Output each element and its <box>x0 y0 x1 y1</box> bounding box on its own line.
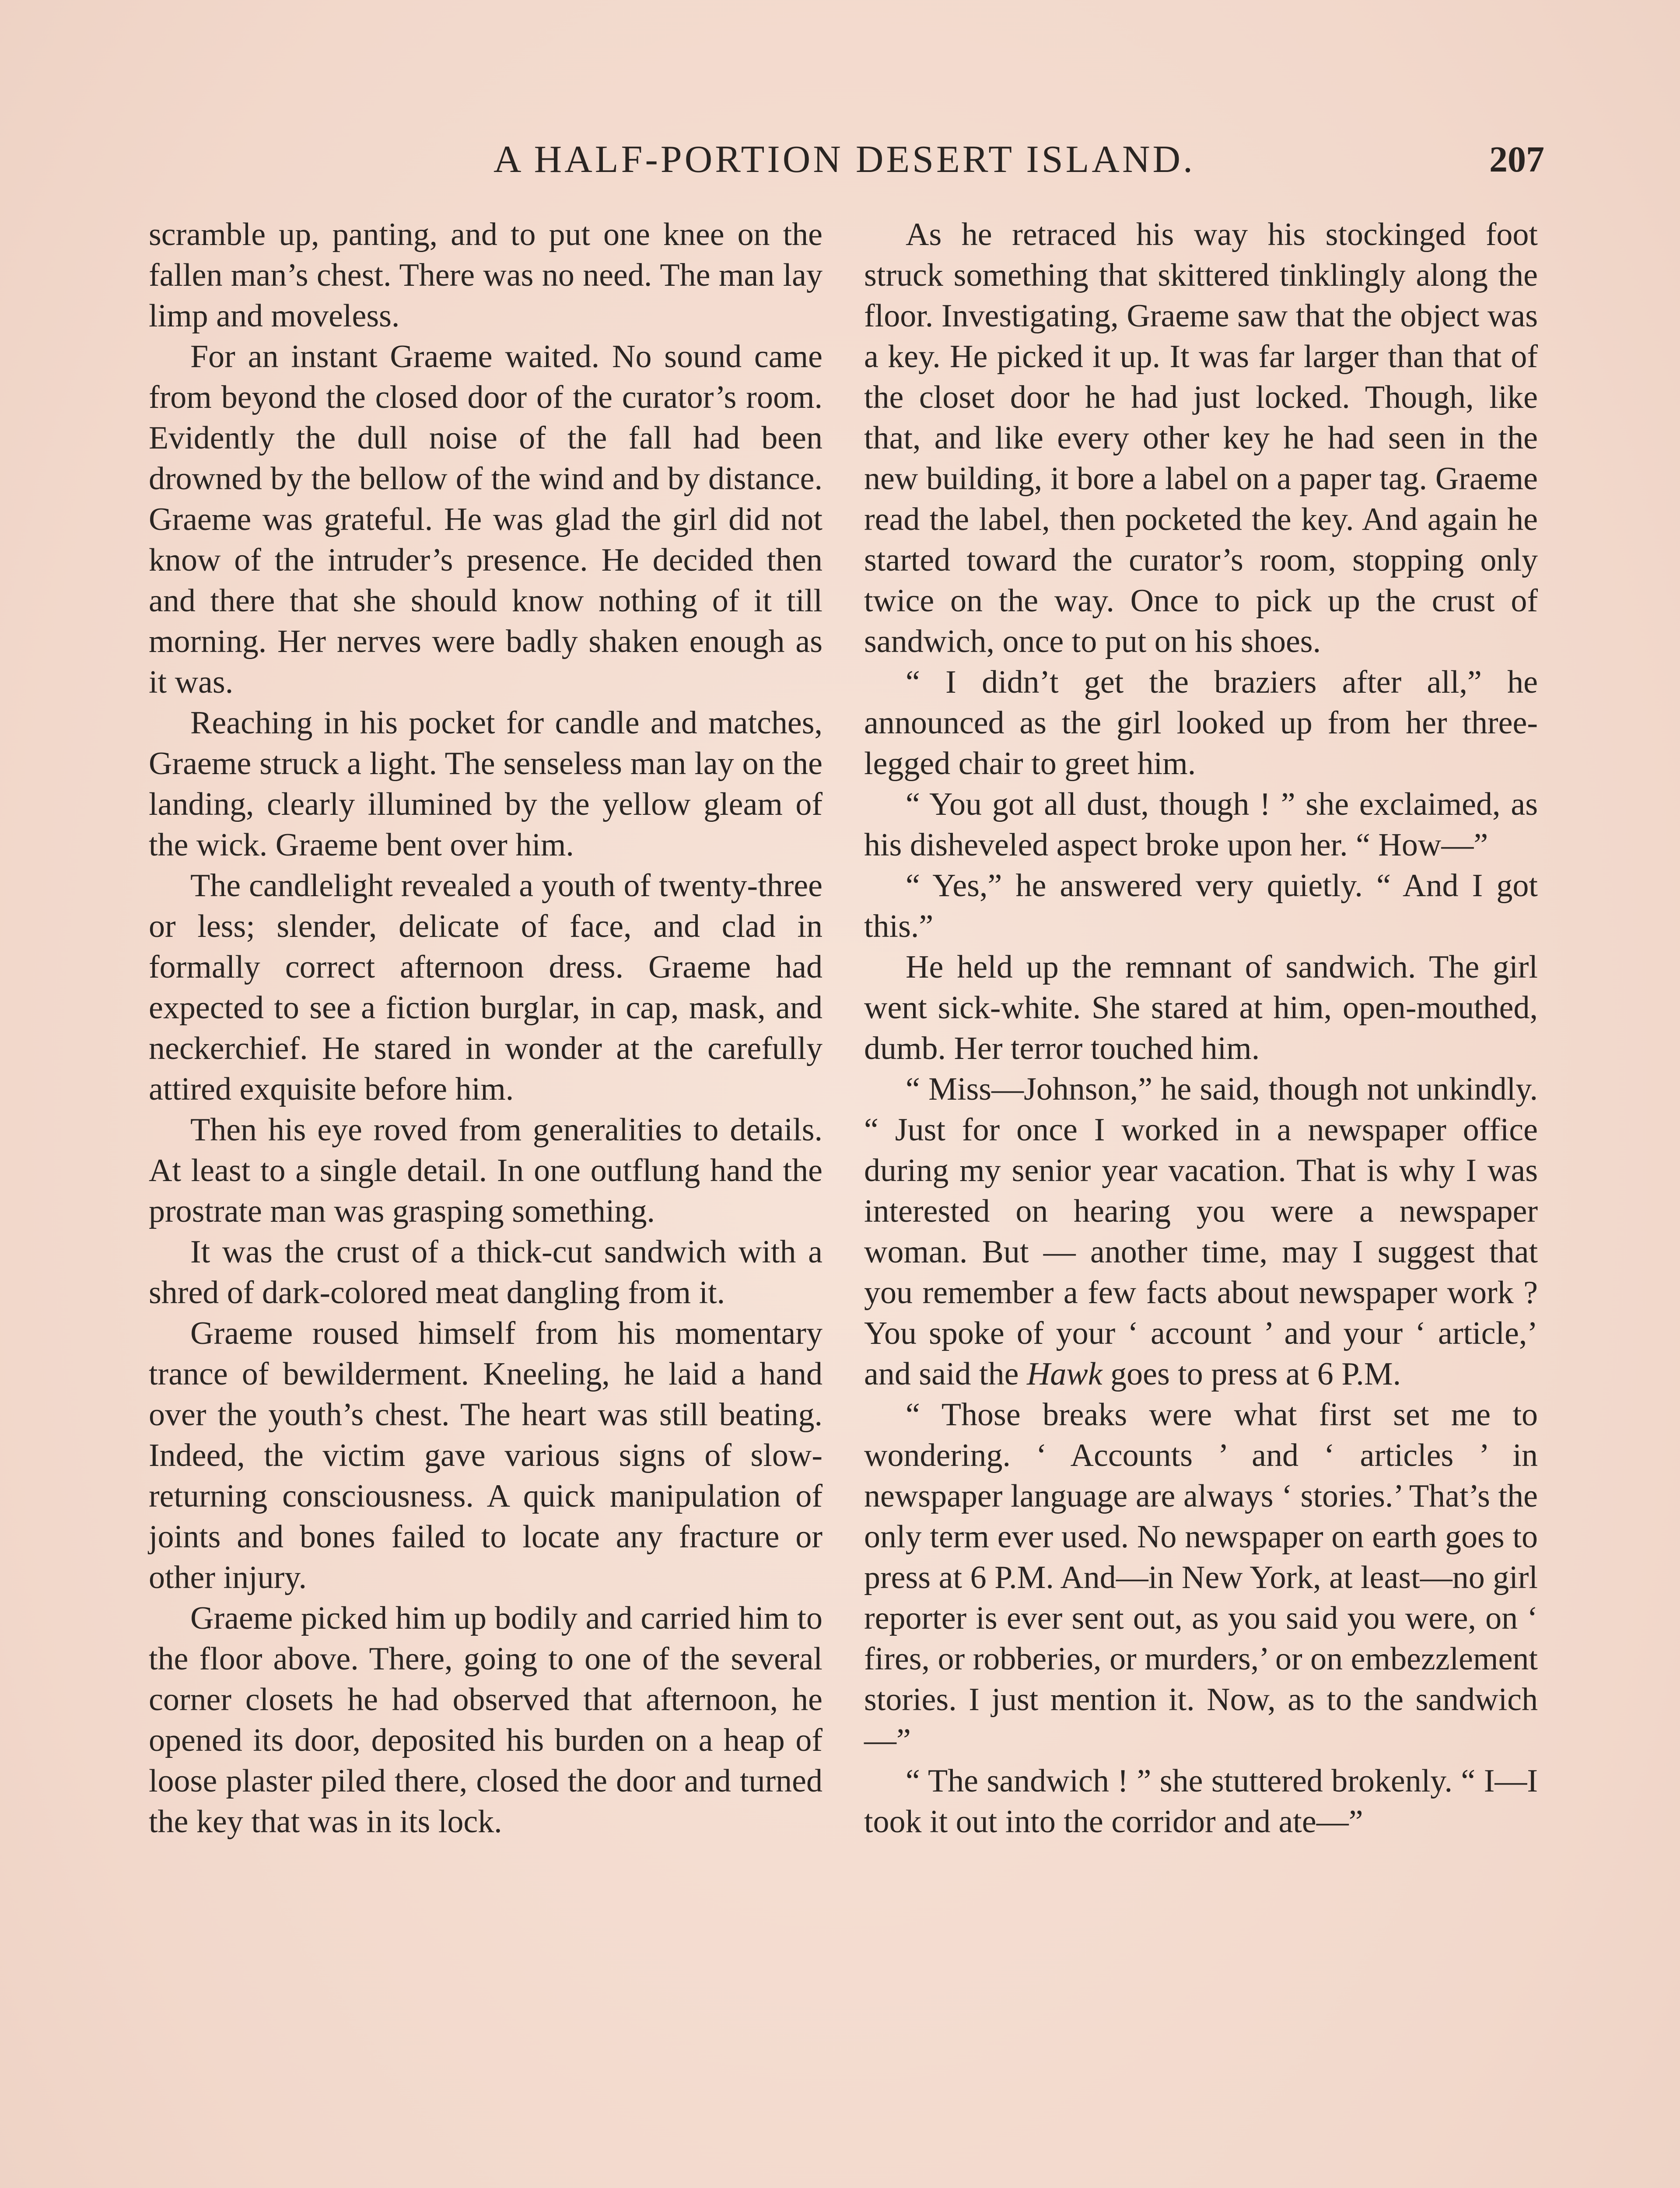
left-column <box>149 214 822 1842</box>
paragraph <box>864 1069 1538 1395</box>
paragraph <box>864 1395 1538 1761</box>
paragraph: Reaching in his pocket for candle and matches, Graeme struck a light. The senseless man lay on the landing, clearly illumined by the yellow gleam of the wick. Graeme bent over him. <box>149 705 822 863</box>
paragraph: He held up the remnant of sandwich. The girl went sick-white. She stared at him, open-mouthed, dumb. Her terror touched him. <box>864 949 1538 1066</box>
time-abbrev: P.M. <box>994 1560 1054 1595</box>
paragraph: “ You got all dust, though ! ” she exclaimed, as his disheveled aspect broke upon her. “ How—” <box>864 786 1538 863</box>
paragraph: “ Yes,” he answered very quietly. “ And I got this.” <box>864 868 1538 944</box>
right-column <box>864 214 1538 1842</box>
paragraph: The candlelight revealed a youth of twenty-three or less; slender, delicate of face, and clad in formally correct afternoon dress. Graeme had expected to see a fiction burglar, in cap, mask, and neckerchief. He stared in wonder at the carefully attired exquisite before him. <box>149 868 822 1107</box>
running-title: A HALF-PORTION DESERT ISLAND. <box>493 138 1196 181</box>
paragraph: It was the crust of a thick-cut sandwich with a shred of dark-colored meat dangling from it. <box>149 1234 822 1311</box>
paragraph: As he retraced his way his stockinged foot struck something that skittered tinklingly along the floor. Investigating, Graeme saw that the object was a key. He picked it up. It was far larger than that of the closet door he had just locked. Though, like that, and like every other key he had seen in the new building, it bore a label on a paper tag. Graeme read the label, then pocketed the key. And again he started toward the curator’s room, stopping only twice on the way. Once to pick up the crust of sandwich, once to put on his shoes. <box>864 217 1538 659</box>
paragraph-text: “ Those breaks were what first set me to wondering. ‘ Accounts ’ and ‘ articles ’ in newspaper language are always ‘ stories.’ That’s the only term ever used. No newspaper on earth goes to press at 6 <box>864 1397 1538 1595</box>
time-abbrev: P.M. <box>1341 1356 1401 1392</box>
paragraph: Graeme roused himself from his momentary trance of bewilderment. Kneeling, he laid a hand over the youth’s chest. The heart was still beating. Indeed, the victim gave various signs of slow-returning consciousness. A quick manipulation of joints and bones failed to locate any fracture or other injury. <box>149 1315 822 1595</box>
paragraph: Then his eye roved from generalities to details. At least to a single detail. In one outflung hand the prostrate man was grasping something. <box>149 1112 822 1229</box>
paragraph: “ The sandwich ! ” she stuttered brokenly. “ I—I took it out into the corridor and ate—” <box>864 1763 1538 1840</box>
paragraph-text: “ Miss—Johnson,” he said, though not unkindly. “ Just for once I worked in a newspaper office during my senior year vacation. That is why I was interested on hearing you were a newspaper woman. But — another time, may I suggest that you remember a few facts about newspaper work ? You spoke of your ‘ account ’ and your ‘ article,’ and said the <box>864 1071 1538 1392</box>
paragraph: Graeme picked him up bodily and carried him to the floor above. There, going to one of the several corner closets he had observed that afternoon, he opened its door, deposited his burden on a heap of loose plaster piled there, closed the door and turned the key that was in its lock. <box>149 1600 822 1840</box>
paragraph: For an instant Graeme waited. No sound came from beyond the closed door of the curator’s room. Evidently the dull noise of the fall had been drowned by the bellow of the wind and by distance. Graeme was grateful. He was glad the girl did not know of the intruder’s presence. He decided then and there that she should know nothing of it till morning. Her nerves were badly shaken enough as it was. <box>149 339 822 700</box>
paragraph-text: goes to press at 6 <box>1110 1356 1334 1392</box>
newspaper-name: Hawk <box>1026 1356 1102 1392</box>
paragraph: scramble up, panting, and to put one knee on the fallen man’s chest. There was no need. The man lay limp and moveless. <box>149 217 822 334</box>
paragraph-text: And—in New York, at least—no girl reporter is ever sent out, as you said you were, on ‘ fires, or robberies, or murders,’ or on embezzlement stories. I just mention it. Now, as to the sandwich—” <box>864 1560 1538 1758</box>
page-number: 207 <box>1489 139 1544 180</box>
running-head <box>144 131 1544 184</box>
paragraph: “ I didn’t get the braziers after all,” he announced as the girl looked up from her three-legged chair to greet him. <box>864 664 1538 782</box>
